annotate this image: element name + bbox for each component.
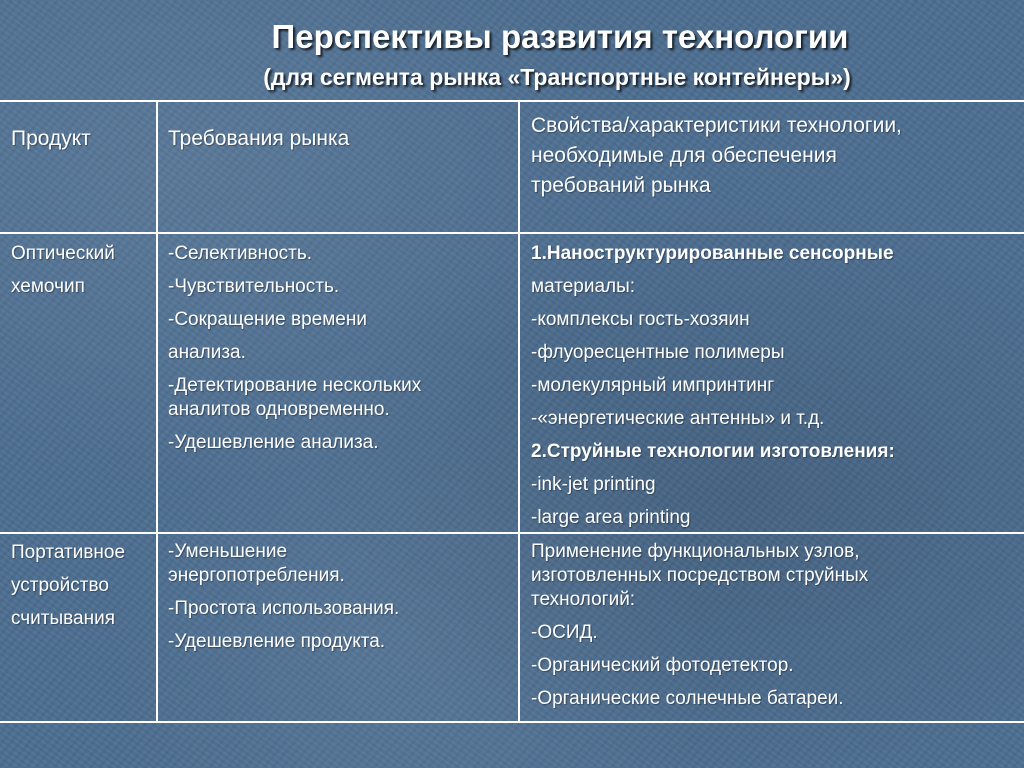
column-divider-2 bbox=[518, 100, 520, 723]
slide-subtitle bbox=[0, 64, 1024, 91]
row-2-product bbox=[11, 536, 156, 635]
row-1-product bbox=[11, 237, 153, 303]
row-1-properties bbox=[531, 237, 1021, 534]
slide-title-text: Перспективы развития технологии bbox=[271, 18, 849, 55]
product-line: устройство bbox=[11, 575, 109, 596]
header-properties-line: Свойства/характеристики технологии, bbox=[531, 114, 902, 137]
property-item: -Органические солнечные батареи. bbox=[531, 688, 844, 709]
property-item: 1.Наноструктурированные сенсорные bbox=[531, 243, 894, 264]
title-block bbox=[0, 0, 1024, 102]
header-requirements-label: Требования рынка bbox=[168, 127, 350, 150]
header-requirements bbox=[168, 124, 513, 154]
slide-title bbox=[0, 18, 1024, 56]
header-properties-line: необходимые для обеспечения bbox=[531, 144, 837, 167]
requirement-item: -Чувствительность. bbox=[168, 276, 340, 297]
property-item: -флуоресцентные полимеры bbox=[531, 342, 785, 363]
slide-subtitle-text: (для сегмента рынка «Транспортные контейнеры») bbox=[263, 64, 851, 90]
product-line: хемочип bbox=[11, 276, 85, 297]
property-item: -large area printing bbox=[531, 507, 691, 528]
requirement-item: анализа. bbox=[168, 342, 246, 363]
requirement-item: -Сокращение времени bbox=[168, 309, 367, 330]
requirement-item: -Уменьшение энергопотребления. bbox=[168, 541, 345, 586]
row-2-requirements bbox=[168, 536, 513, 658]
property-item: -ink-jet printing bbox=[531, 474, 656, 495]
property-item: -молекулярный импринтинг bbox=[531, 375, 775, 396]
product-line: Оптический bbox=[11, 243, 115, 264]
property-item: -ОСИД. bbox=[531, 622, 598, 643]
row-1-requirements bbox=[168, 237, 513, 459]
table-border-bottom bbox=[0, 721, 1024, 723]
requirement-item: -Удешевление продукта. bbox=[168, 631, 386, 652]
requirement-item: -Простота использования. bbox=[168, 598, 400, 619]
property-item: Применение функциональных узлов, изготовленных посредством струйных технологий: bbox=[531, 541, 869, 610]
row-2-properties bbox=[531, 536, 1011, 715]
header-product bbox=[11, 124, 153, 154]
product-line: Портативное bbox=[11, 542, 126, 563]
header-product-label: Продукт bbox=[11, 127, 91, 150]
property-item: -комплексы гость-хозяин bbox=[531, 309, 750, 330]
header-properties bbox=[531, 111, 1021, 201]
property-item: -«энергетические антенны» и т.д. bbox=[531, 408, 825, 429]
requirement-item: -Удешевление анализа. bbox=[168, 432, 379, 453]
header-divider bbox=[0, 232, 1024, 234]
property-item: материалы: bbox=[531, 276, 636, 297]
property-item: 2.Струйные технологии изготовления: bbox=[531, 441, 895, 462]
product-line: считывания bbox=[11, 608, 115, 629]
requirement-item: -Селективность. bbox=[168, 243, 313, 264]
property-item: -Органический фотодетектор. bbox=[531, 655, 794, 676]
requirement-item: -Детектирование нескольких аналитов одновременно. bbox=[168, 375, 422, 420]
header-properties-line: требований рынка bbox=[531, 174, 711, 197]
column-divider-1 bbox=[156, 100, 158, 723]
